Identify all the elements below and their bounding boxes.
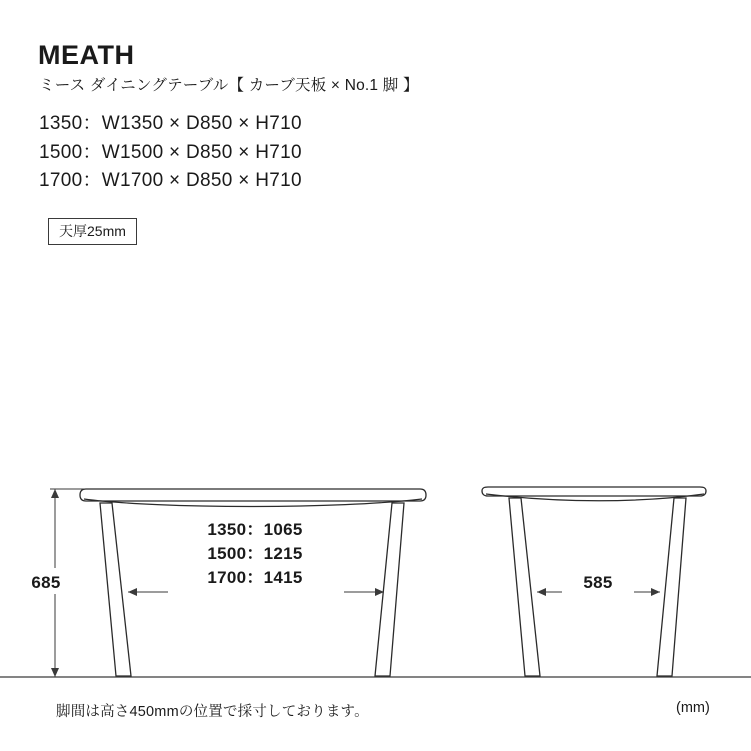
front-right-leg: [375, 503, 404, 676]
front-span-line: 1700：1415: [207, 568, 303, 587]
dimension-line: 1350：W1350 × D850 × H710: [39, 113, 302, 134]
height-arrow-top: [51, 489, 59, 498]
page-subtitle: ミース ダイニングテーブル【 カーブ天板 × No.1 脚 】: [39, 77, 419, 94]
dimension-line: 1500：W1500 × D850 × H710: [39, 141, 302, 163]
front-span-arrow-left: [128, 588, 137, 596]
side-right-leg: [657, 498, 686, 676]
front-span-measurement-label: [170, 518, 340, 590]
top-thickness-badge: 天厚25mm: [48, 218, 137, 245]
footer-note: 脚間は高さ450mmの位置で採寸しております。: [56, 704, 369, 720]
page-title: MEATH: [38, 40, 135, 70]
side-span-arrow-left: [537, 588, 546, 596]
height-arrow-bottom: [51, 668, 59, 677]
side-left-leg: [509, 498, 540, 676]
side-span-arrow-right: [651, 588, 660, 596]
side-table-top: [482, 487, 706, 496]
unit-label: (mm): [676, 700, 710, 716]
side-span-measurement-label: 585: [583, 573, 613, 592]
front-table-top: [80, 489, 426, 501]
height-measurement-label: 685: [31, 573, 61, 592]
front-left-leg: [100, 503, 131, 676]
dimension-line: 1700：W1700 × D850 × H710: [39, 170, 302, 191]
front-span-line: 1350：1065: [207, 520, 303, 539]
front-span-line: 1500：1215: [207, 544, 303, 563]
